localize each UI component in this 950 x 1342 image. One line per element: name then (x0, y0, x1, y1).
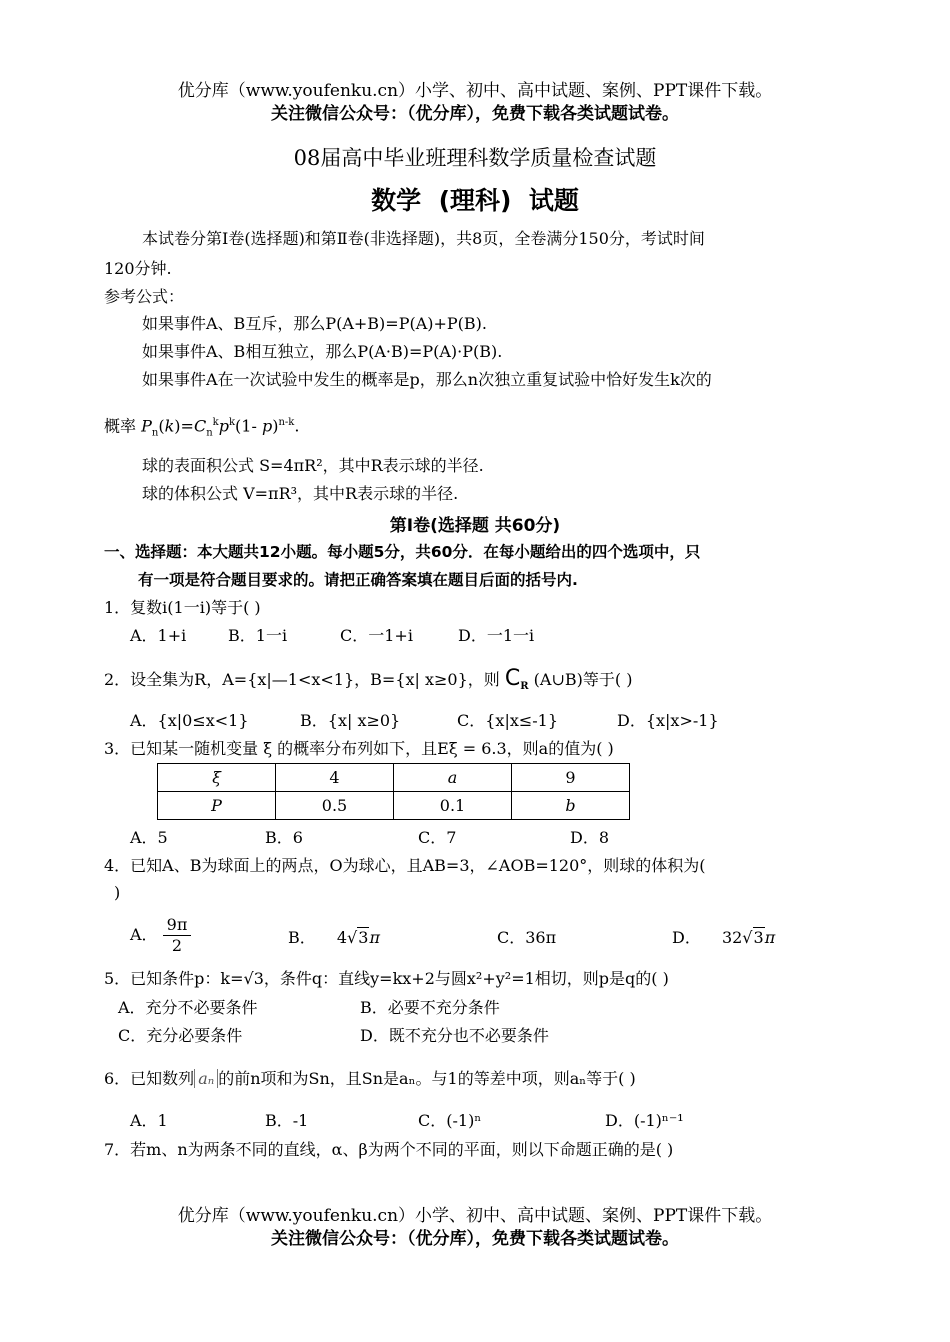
header-line1: 优分库（www.youfenku.cn）小学、初中、高中试题、案例、PPT课件下载。 (177, 81, 773, 101)
q5-option-c: C．充分必要条件 (118, 1026, 243, 1045)
formula-binomial-intro: 如果事件A在一次试验中发生的概率是p，那么n次独立重复试验中恰好发生k次的 (142, 370, 712, 389)
q3-option-c: C．7 (418, 828, 457, 847)
footer-line2: 关注微信公众号：（优分库），免费下载各类试题试卷。 (271, 1229, 679, 1249)
q5-stem: 5．已知条件p：k=√3，条件q：直线y=kx+2与圆x²+y²=1相切，则p是q的( ) (104, 969, 669, 988)
q3-stem: 3．已知某一随机变量 ξ 的概率分布列如下，且Eξ = 6.3，则a的值为( ) (104, 739, 614, 758)
q4-option-b-label: B． (288, 928, 316, 947)
formula-sphere-volume: 球的体积公式 V=πR³，其中R表示球的半径. (142, 484, 459, 503)
header-line2: 关注微信公众号：（优分库），免费下载各类试题试卷。 (271, 104, 679, 124)
q5-option-d: D．既不充分也不必要条件 (360, 1026, 549, 1045)
q2-option-d: D．{x|x>-1} (617, 711, 719, 730)
formula-independent: 如果事件A、B相互独立，那么P(A·B)=P(A)·P(B). (142, 342, 503, 361)
q3-option-b: B．6 (265, 828, 303, 847)
q4-option-a-fraction (163, 915, 192, 956)
q4-stem-end: ) (114, 883, 121, 902)
footer (0, 1205, 950, 1251)
q4-option-d: D． 32√3π (672, 928, 776, 947)
q1-option-a: A．1+i (130, 626, 187, 645)
section1-instructions-a: 一、选择题：本大题共12小题。每小题5分，共60分．在每小题给出的四个选项中，只 (104, 543, 701, 561)
intro-line1: 本试卷分第Ⅰ卷(选择题)和第Ⅱ卷(非选择题)，共8页，全卷满分150分，考试时间 (142, 229, 705, 248)
q2-stem: 2．设全集为R，A={x|—1<x<1}，B={x| x≥0}，则 $C_R$ (A∪B)等于( ) (104, 666, 633, 693)
table-cell: 0.1 (394, 792, 512, 820)
q5-option-b: B．必要不充分条件 (360, 998, 500, 1017)
q4-option-a-label: A． (130, 925, 158, 944)
table-cell: 4 (276, 764, 394, 792)
header-top (0, 80, 950, 126)
q4-option-d-label: D． (672, 928, 701, 947)
q5-option-a: A．充分不必要条件 (118, 998, 258, 1017)
q3-distribution-table (157, 763, 630, 820)
footer-line1: 优分库（www.youfenku.cn）小学、初中、高中试题、案例、PPT课件下载。 (177, 1206, 773, 1226)
q2-stem-a: 2．设全集为R，A={x|—1<x<1}，B={x| x≥0}，则 (104, 670, 500, 689)
q7-stem: 7．若m、n为两条不同的直线，α、β为两个不同的平面，则以下命题正确的是( ) (104, 1140, 674, 1159)
page-title: 08届高中毕业班理科数学质量检查试题 (293, 146, 657, 170)
q4-option-b: B． 4√3π (288, 928, 380, 947)
table-row (158, 764, 630, 792)
q6-option-c: C．(-1)ⁿ (418, 1111, 482, 1130)
q1-stem: 1．复数i(1一i)等于( ) (104, 598, 261, 617)
q2-stem-b: (A∪B)等于( ) (533, 670, 633, 689)
q1-option-b: B．1一i (228, 626, 288, 645)
q6-stem-b: 的前n项和为Sn，且Sn是aₙ。与1的等差中项，则aₙ等于( ) (218, 1069, 636, 1088)
formula-heading: 参考公式： (104, 287, 185, 306)
q6-stem (104, 1068, 636, 1090)
q6-option-a: A．1 (130, 1111, 168, 1130)
q4-option-b-coefficient: 4 (336, 928, 348, 947)
table-cell: 0.5 (276, 792, 394, 820)
q1-option-c: C．一1+i (340, 626, 413, 645)
formula-binomial-prefix: 概率 (104, 416, 137, 436)
q1-option-d: D．一1一i (458, 626, 535, 645)
q4-option-b-pi: π (369, 928, 380, 947)
formula-binomial: 概率 $P_n(k)=C_n^kp^k(1-$ p)$^{n-k}$. (104, 416, 300, 439)
fraction-numerator: 9π (163, 915, 192, 936)
q6-option-b: B．-1 (265, 1111, 309, 1130)
q4-option-a (130, 915, 191, 956)
section1-instructions-b: 有一项是符合题目要求的。请把正确答案填在题目后面的括号内. (138, 571, 578, 589)
fraction-denominator: 2 (171, 936, 183, 955)
q2-option-c: C．{x|x≤-1} (457, 711, 559, 730)
table-cell: 9 (512, 764, 630, 792)
formula-mutually-exclusive: 如果事件A、B互斥，那么P(A+B)=P(A)+P(B). (142, 314, 487, 333)
q4-stem: 4．已知A、B为球面上的两点，O为球心，且AB=3，∠AOB=120°，则球的体积为( (104, 856, 706, 875)
page-subtitle: 数学 (理科) 试题 (371, 186, 579, 215)
part1-title: 第Ⅰ卷(选择题 共60分) (389, 516, 561, 536)
q4-option-c: C．36π (497, 928, 557, 947)
q4-option-d-pi: π (764, 928, 776, 947)
q6-option-d: D．(-1)ⁿ⁻¹ (605, 1111, 684, 1130)
q3-option-a: A．5 (130, 828, 168, 847)
q4-option-d-coefficient: 32 (721, 928, 743, 947)
table-cell: a (394, 764, 512, 792)
formula-sphere-area: 球的表面积公式 S=4πR²，其中R表示球的半径. (142, 456, 484, 475)
q4-option-d-radicand: 3 (753, 928, 764, 947)
table-row (158, 792, 630, 820)
q2-option-a: A．{x|0≤x<1} (130, 711, 249, 730)
table-cell: P (158, 792, 276, 820)
q3-option-d: D．8 (570, 828, 610, 847)
table-cell: ξ (158, 764, 276, 792)
intro-line2: 120分钟. (104, 259, 172, 278)
q6-sequence: aₙ (194, 1069, 218, 1088)
q6-stem-a: 6．已知数列 (104, 1069, 195, 1088)
q4-option-b-radicand: 3 (358, 928, 369, 947)
q2-option-b: B．{x| x≥0} (300, 711, 401, 730)
table-cell: b (512, 792, 630, 820)
